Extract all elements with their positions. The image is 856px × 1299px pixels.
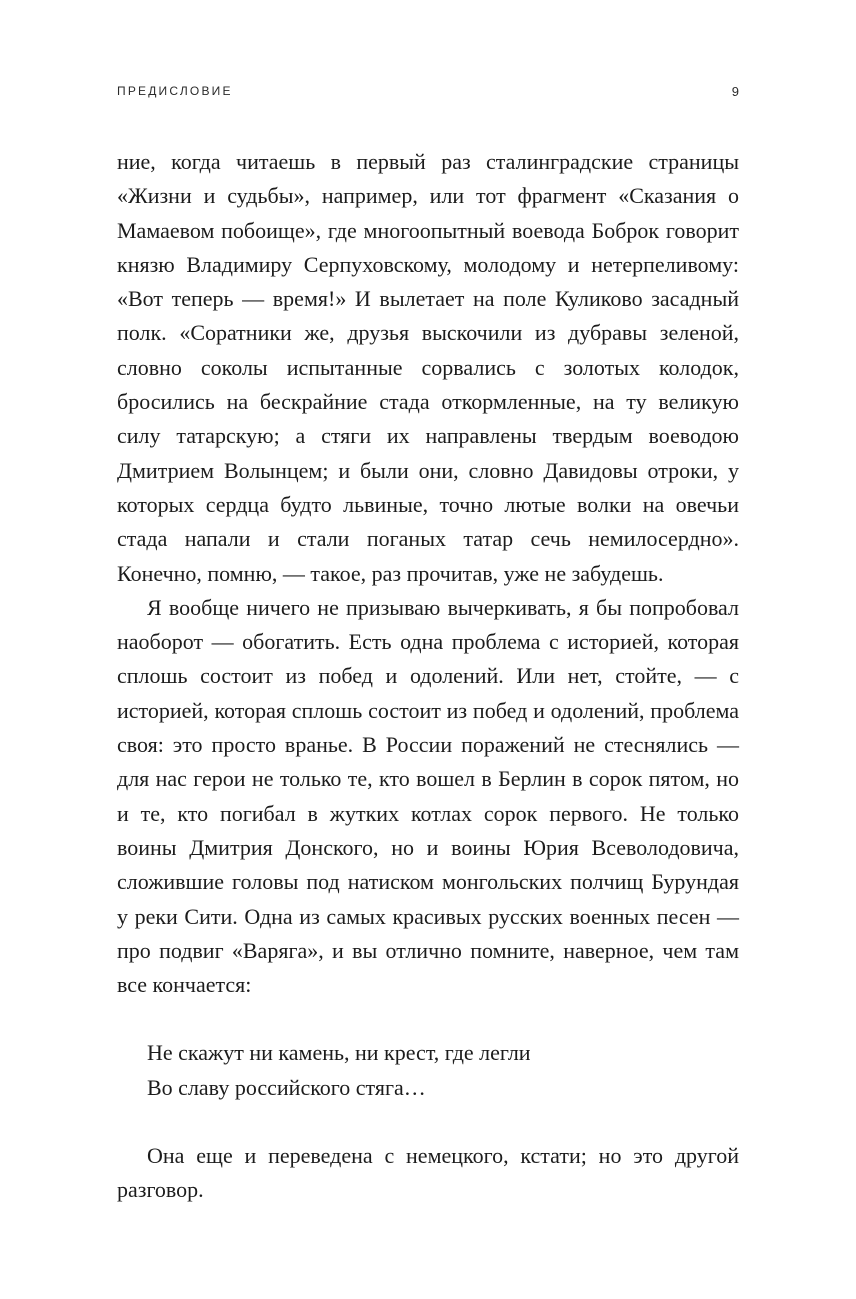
paragraph-2: Я вообще ничего не призываю вычеркивать, я бы попробовал наоборот — обогатить. Есть одна проблема с историей, которая сплошь состоит из побед и одолений. Или нет, стойте, — с историей, которая сплошь состоит из побед и одолений, проблема своя: это просто вранье. В России поражений не стеснялись — для нас герои не только те, кто вошел в Берлин в сорок пятом, но и те, кто погибал в жутких котлах сорок первого. Не только воины Дмитрия Донского, но и воины Юрия Всеволодовича, сложившие головы под натиском монгольских полчищ Бурундая у реки Сити. Одна из самых красивых русских военных песен — про подвиг «Варяга», и вы отлично помните, наверное, чем там все кончается: bbox=[117, 594, 739, 998]
running-title: ПРЕДИСЛОВИЕ bbox=[117, 84, 233, 98]
paragraph-1: ние, когда читаешь в первый раз сталинградские страницы «Жизни и судьбы», например, или тот фрагмент «Сказания о Мамаевом побоище», где многоопытный воевода Боброк говорит князю Владимиру Серпуховскому, молодому и нетерпеливому: «Вот теперь — время!» И вылетает на поле Куликово засадный полк. «Соратники же, друзья выскочили из дубравы зеленой, словно соколы испытанные сорвались с золотых колодок, бросились на бескрайние стада откормленные, на ту великую силу татарскую; а стяги их направлены твердым воеводою Дмитрием Волынцем; и были они, словно Давидовы отроки, у которых сердца будто львиные, точно лютые волки на овечьи стада напали и стали поганых татар сечь немилосердно». Конечно, помню, — такое, раз прочитав, уже не забудешь. bbox=[117, 149, 739, 586]
verse-line-2: Во славу российского стяга… bbox=[147, 1074, 426, 1100]
verse-line-1: Не скажут ни камень, ни крест, где легли bbox=[147, 1040, 531, 1066]
body-text bbox=[117, 145, 739, 1208]
page-number: 9 bbox=[731, 84, 739, 99]
verse-quote bbox=[147, 1036, 739, 1105]
paragraph-3: Она еще и переведена с немецкого, кстати; но это другой разговор. bbox=[117, 1143, 739, 1203]
